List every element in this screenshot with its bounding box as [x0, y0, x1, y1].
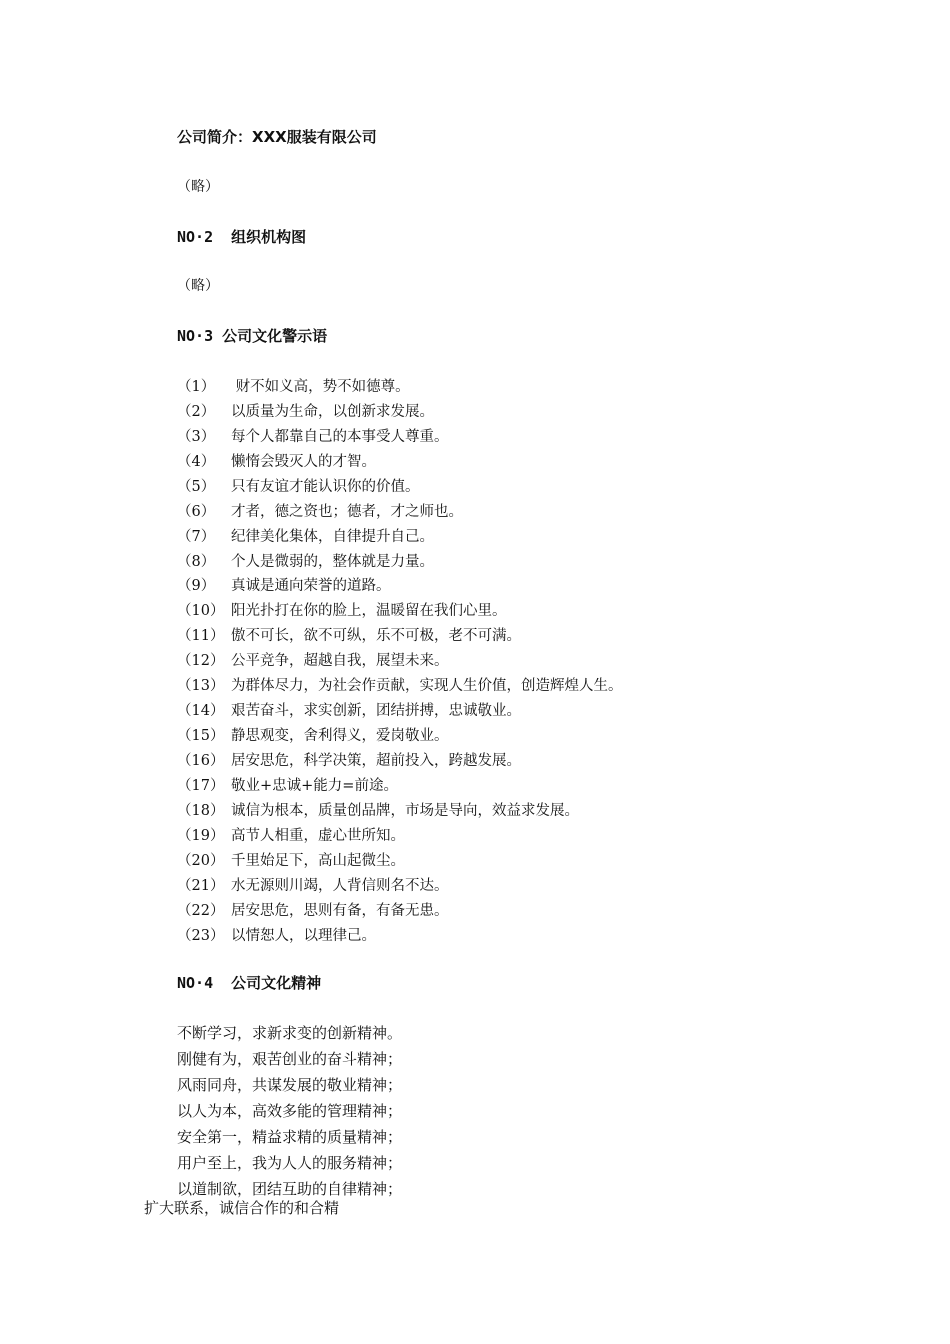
- maxim-number: （15）: [177, 728, 225, 745]
- maxim-item: [177, 423, 623, 448]
- spirit-line: 安全第一，精益求精的质量精神；: [177, 1128, 403, 1146]
- maxim-item: [177, 373, 623, 398]
- maxim-item: [177, 498, 623, 523]
- maxim-text: 以质量为生命，以创新求发展。: [231, 403, 434, 420]
- spirit-line: 以道制欲，团结互助的自律精神；: [177, 1179, 403, 1198]
- maxim-item: [177, 822, 623, 847]
- maxim-item: [177, 398, 623, 423]
- maxim-text: 阳光扑打在你的脸上，温暖留在我们心里。: [231, 603, 507, 620]
- company-intro-omitted: （略）: [177, 179, 219, 195]
- maxim-number: （1）: [177, 378, 216, 395]
- maxim-number: （3）: [177, 428, 216, 445]
- maxim-number: （13）: [177, 678, 225, 695]
- maxim-item: [177, 622, 623, 647]
- maxim-item: [177, 922, 623, 947]
- maxim-text: 财不如义高，势不如德尊。: [231, 378, 410, 395]
- maxim-item: [177, 672, 623, 697]
- maxim-item: [177, 747, 623, 772]
- maxim-item: [177, 597, 623, 622]
- maxim-item: [177, 573, 623, 598]
- maxim-text: 敬业+忠诚+能力=前途。: [231, 777, 398, 794]
- maxim-number: （6）: [177, 503, 216, 520]
- maxim-item: [177, 847, 623, 872]
- maxim-number: （5）: [177, 478, 216, 495]
- maxim-number: （9）: [177, 578, 216, 595]
- maxim-text: 为群体尽力，为社会作贡献，实现人生价值，创造辉煌人生。: [231, 678, 623, 695]
- maxim-item: [177, 872, 623, 897]
- maxim-text: 居安思危，科学决策，超前投入，跨越发展。: [231, 753, 521, 770]
- maxim-number: （17）: [177, 777, 225, 794]
- maxim-number: （12）: [177, 653, 225, 670]
- maxim-text: 水无源则川竭，人背信则名不达。: [231, 877, 449, 894]
- maxim-number: （14）: [177, 703, 225, 720]
- maxim-text: 诚信为根本，质量创品牌，市场是导向，效益求发展。: [231, 802, 579, 819]
- maxim-text: 真诚是通向荣誉的道路。: [231, 578, 391, 595]
- maxim-text: 才者，德之资也；德者，才之师也。: [231, 503, 463, 520]
- maxim-text: 以情恕人，以理律己。: [231, 927, 376, 944]
- company-intro-title: 公司简介：XXX服装有限公司: [177, 128, 377, 146]
- maxim-number: （23）: [177, 927, 225, 944]
- maxim-number: （20）: [177, 852, 225, 869]
- maxim-text: 个人是微弱的，整体就是力量。: [231, 553, 434, 570]
- maxim-item: [177, 523, 623, 548]
- maxim-text: 懒惰会毁灭人的才智。: [231, 453, 376, 470]
- org-chart-title: NO·2 组织机构图: [177, 228, 307, 246]
- spirit-line: 以人为本，高效多能的管理精神；: [177, 1102, 403, 1121]
- maxim-text: 高节人相重，虚心世所知。: [231, 827, 405, 844]
- spirit-line: 风雨同舟，共谋发展的敬业精神；: [177, 1076, 403, 1095]
- maxim-number: （16）: [177, 753, 225, 770]
- maxim-number: （8）: [177, 553, 216, 570]
- maxim-item: [177, 448, 623, 473]
- culture-maxims-title: NO·3 公司文化警示语: [177, 327, 328, 345]
- maxim-number: （11）: [177, 628, 225, 645]
- maxim-number: （2）: [177, 403, 216, 420]
- org-chart-omitted: （略）: [177, 278, 219, 294]
- maxim-item: [177, 722, 623, 747]
- maxim-text: 静思观变，舍利得义，爱岗敬业。: [231, 728, 449, 745]
- spirit-last-line: 扩大联系，诚信合作的和合精: [144, 1199, 340, 1217]
- maxim-number: （7）: [177, 528, 216, 545]
- spirit-line: 不断学习，求新求变的创新精神。: [177, 1024, 403, 1043]
- maxim-item: [177, 548, 623, 573]
- maxim-number: （21）: [177, 877, 225, 894]
- spirit-line: 刚健有为，艰苦创业的奋斗精神；: [177, 1050, 403, 1069]
- maxim-number: （10）: [177, 603, 225, 620]
- culture-maxims-list: [177, 373, 623, 947]
- maxim-text: 傲不可长，欲不可纵，乐不可极，老不可满。: [231, 628, 521, 645]
- maxim-text: 千里始足下，高山起微尘。: [231, 852, 405, 869]
- maxim-number: （18）: [177, 802, 225, 819]
- maxim-text: 公平竞争，超越自我，展望未来。: [231, 653, 449, 670]
- spirit-line: 用户至上，我为人人的服务精神；: [177, 1153, 403, 1172]
- maxim-text: 只有友谊才能认识你的价值。: [231, 478, 420, 495]
- maxim-number: （19）: [177, 827, 225, 844]
- maxim-text: 纪律美化集体，自律提升自己。: [231, 528, 434, 545]
- maxim-item: [177, 697, 623, 722]
- maxim-item: [177, 647, 623, 672]
- culture-spirit-title: NO·4 公司文化精神: [177, 974, 322, 992]
- maxim-item: [177, 772, 623, 797]
- maxim-text: 艰苦奋斗，求实创新，团结拼搏，忠诚敬业。: [231, 703, 521, 720]
- maxim-text: 每个人都靠自己的本事受人尊重。: [231, 428, 449, 445]
- maxim-number: （4）: [177, 453, 216, 470]
- culture-spirit-list: [177, 1020, 402, 1201]
- maxim-item: [177, 797, 623, 822]
- maxim-number: （22）: [177, 902, 225, 919]
- maxim-item: [177, 473, 623, 498]
- maxim-item: [177, 897, 623, 922]
- maxim-text: 居安思危，思则有备，有备无患。: [231, 902, 449, 919]
